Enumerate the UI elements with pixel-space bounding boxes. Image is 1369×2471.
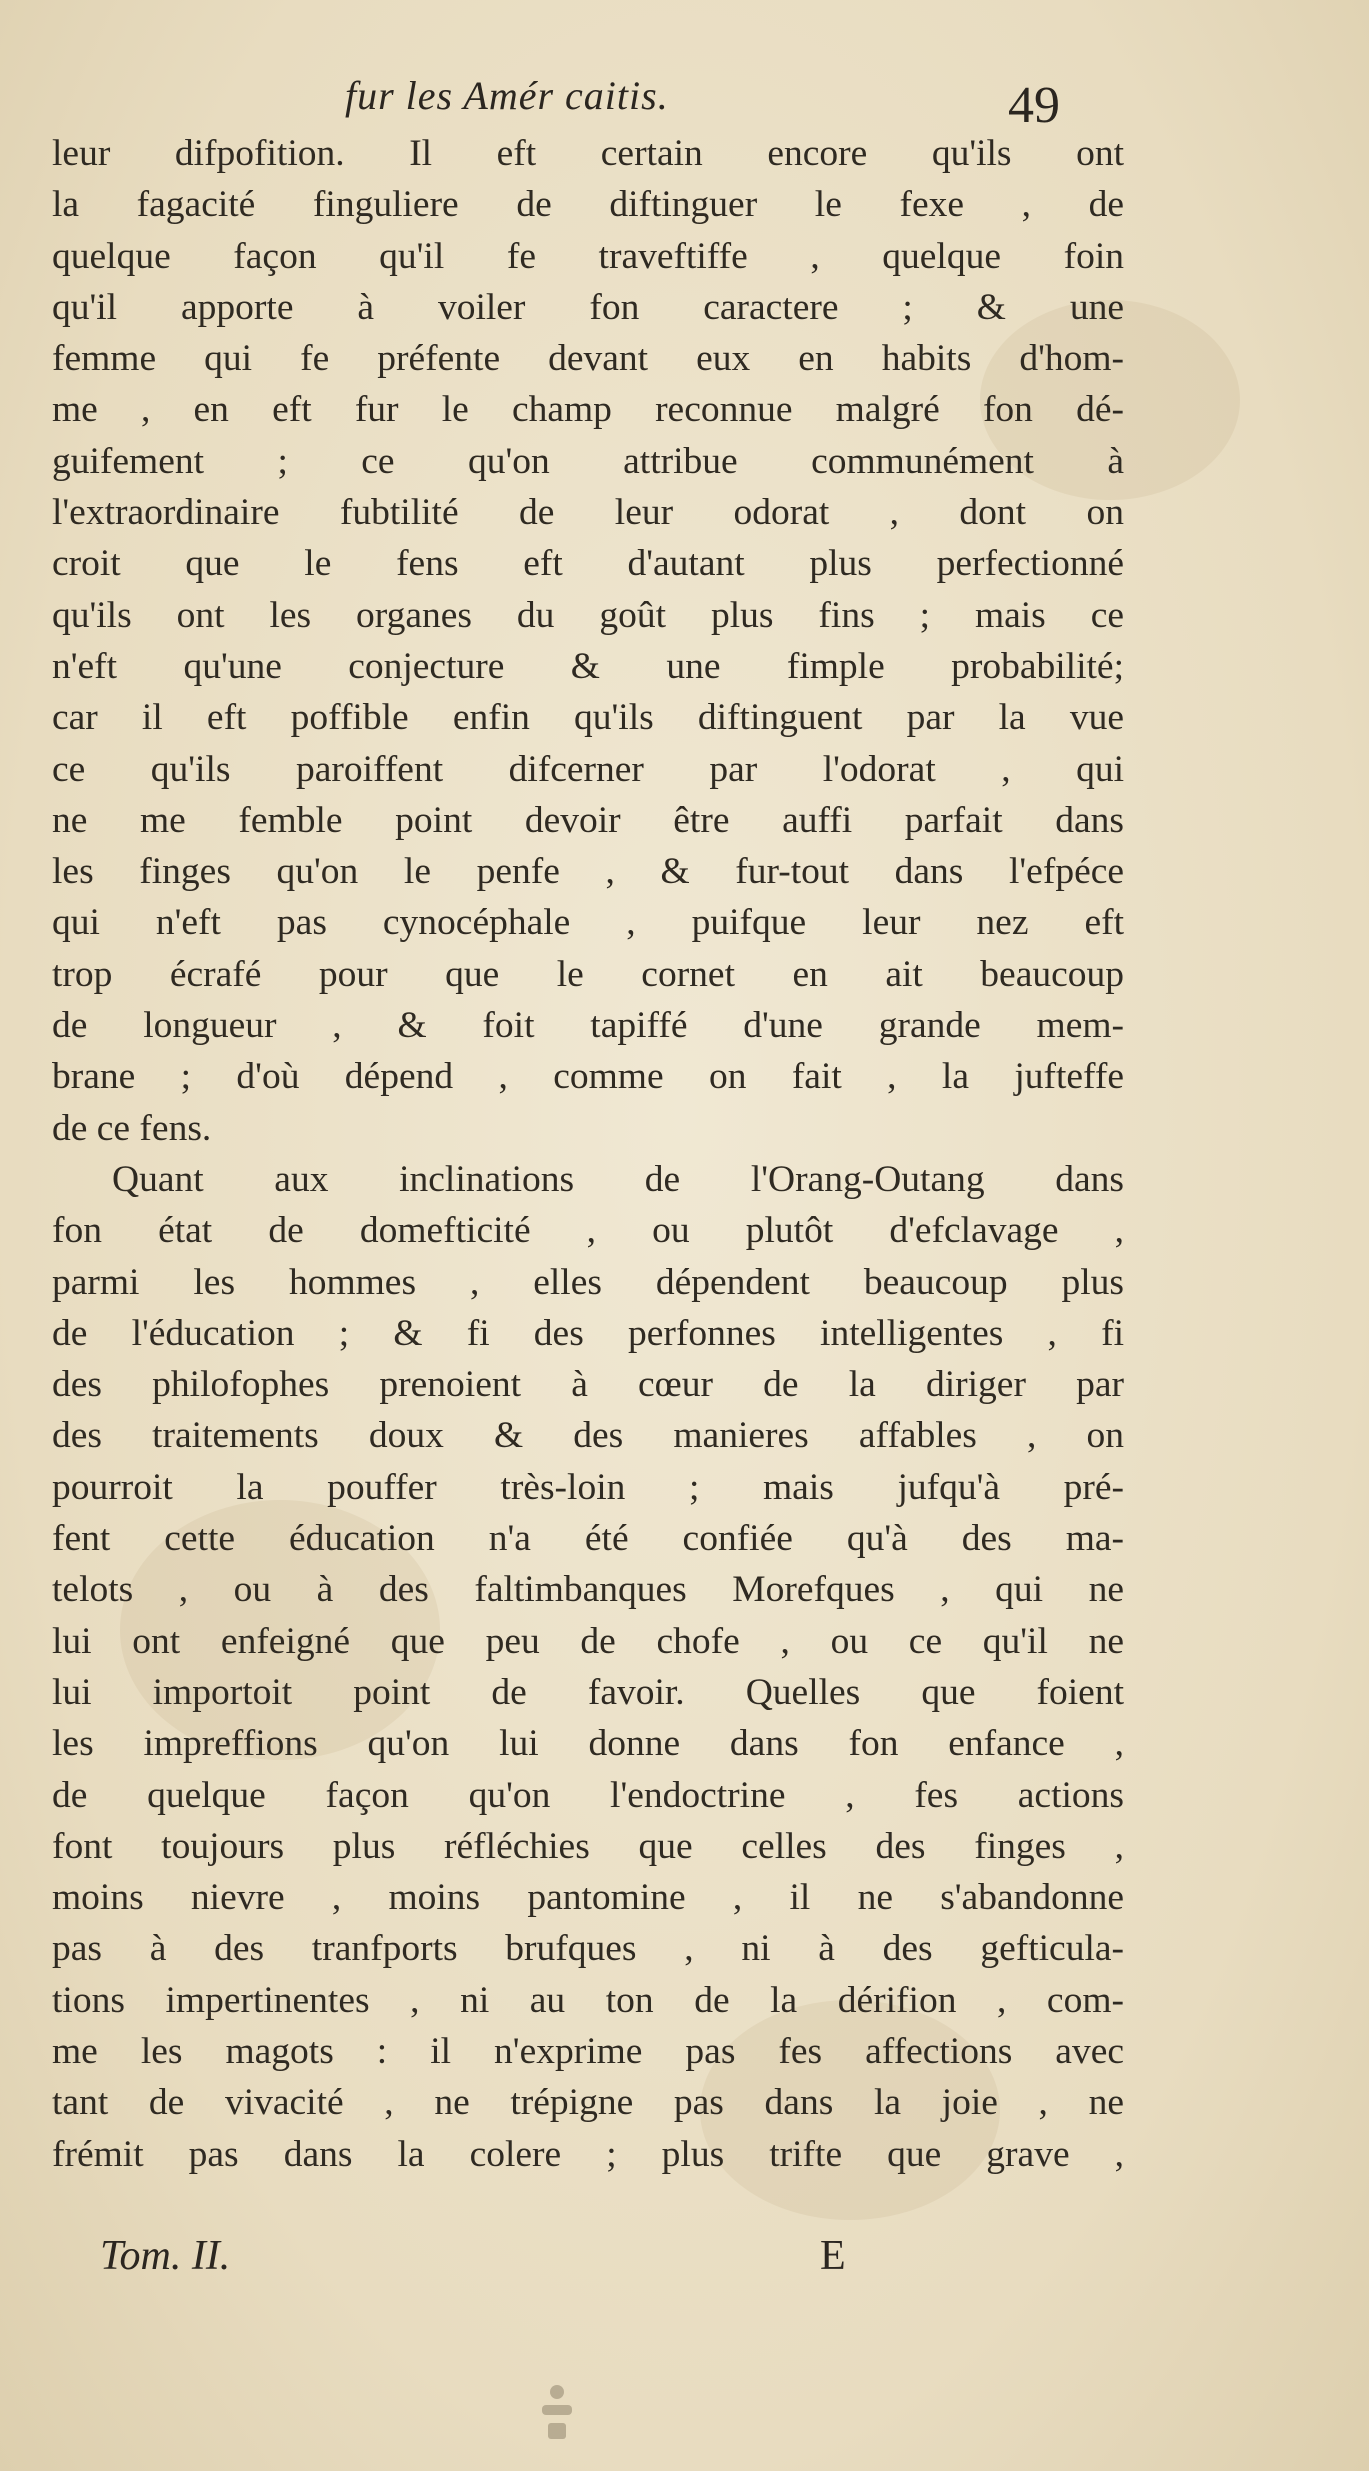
text-line: de l'éducation ; & fi des perfonnes intelligentes , fi [52, 1312, 1124, 1354]
text-line: ne me femble point devoir être auffi parfait dans [52, 799, 1124, 841]
page-footer [0, 2232, 1369, 2292]
text-line: la fagacité finguliere de diftinguer le fexe , de [52, 184, 1124, 226]
printer-ornament-icon [538, 2385, 578, 2445]
text-line: l'extraordinaire fubtilité de leur odorat , dont on [52, 492, 1124, 534]
text-line: fent cette éducation n'a été confiée qu'à des ma- [52, 1518, 1124, 1560]
text-line: frémit pas dans la colere ; plus trifte que grave , [52, 2133, 1124, 2175]
text-line: fon état de domefticité , ou plutôt d'efclavage , [52, 1210, 1124, 1252]
text-line: de quelque façon qu'on l'endoctrine , fes actions [52, 1774, 1124, 1816]
text-line: me , en eft fur le champ reconnue malgré fon dé- [52, 389, 1124, 431]
text-line: car il eft poffible enfin qu'ils diftinguent par la vue [52, 697, 1124, 739]
running-title: fur les Amér caitis. [345, 73, 669, 118]
text-line: qui n'eft pas cynocéphale , puifque leur nez eft [52, 902, 1124, 944]
text-line: qu'ils ont les organes du goût plus fins ; mais ce [52, 594, 1124, 636]
text-line: des philofophes prenoient à cœur de la diriger par [52, 1364, 1124, 1406]
text-line: tions impertinentes , ni au ton de la dérifion , com- [52, 1979, 1124, 2021]
text-line: telots , ou à des faltimbanques Morefques , qui ne [52, 1569, 1124, 1611]
volume-mark: Tom. II. [100, 2233, 231, 2279]
text-line: guifement ; ce qu'on attribue communément à [52, 440, 1124, 482]
text-line: trop écrafé pour que le cornet en ait beaucoup [52, 953, 1124, 995]
page-number: 49 [1008, 77, 1060, 134]
text-line: qu'il apporte à voiler fon caractere ; & une [52, 286, 1124, 328]
text-line: lui ont enfeigné que peu de chofe , ou ce qu'il ne [52, 1620, 1124, 1662]
text-line: de longueur , & foit tapiffé d'une grande mem- [52, 1005, 1124, 1047]
signature-mark: E [820, 2233, 846, 2279]
text-line: femme qui fe préfente devant eux en habits d'hom- [52, 338, 1124, 380]
text-line: des traitements doux & des manieres affables , on [52, 1415, 1124, 1457]
text-line: moins nievre , moins pantomine , il ne s'abandonne [52, 1877, 1124, 1919]
running-head [0, 72, 1369, 132]
text-line: ce qu'ils paroiffent difcerner par l'odorat , qui [52, 748, 1124, 790]
text-line: tant de vivacité , ne trépigne pas dans la joie , ne [52, 2082, 1124, 2124]
text-line: leur difpofition. Il eft certain encore qu'ils ont [52, 133, 1124, 174]
paragraph-start: Quant aux inclinations de l'Orang-Outang dans [112, 1158, 1124, 1200]
text-line: brane ; d'où dépend , comme on fait , la jufteffe [52, 1056, 1124, 1098]
text-line: pourroit la pouffer très-loin ; mais jufqu'à pré- [52, 1466, 1124, 1508]
text-line: de ce fens. [52, 1107, 212, 1149]
text-line: n'eft qu'une conjecture & une fimple probabilité; [52, 645, 1124, 687]
text-line: lui importoit point de favoir. Quelles que foient [52, 1671, 1124, 1713]
text-line: les finges qu'on le penfe , & fur-tout dans l'efpéce [52, 851, 1124, 893]
text-line: pas à des tranfports brufques , ni à des gefticula- [52, 1928, 1124, 1970]
text-line: parmi les hommes , elles dépendent beaucoup plus [52, 1261, 1124, 1303]
text-line: font toujours plus réfléchies que celles des finges , [52, 1825, 1124, 1867]
text-line: les impreffions qu'on lui donne dans fon enfance , [52, 1723, 1124, 1765]
text-line: me les magots : il n'exprime pas fes affections avec [52, 2030, 1124, 2072]
text-line: croit que le fens eft d'autant plus perfectionné [52, 543, 1124, 585]
text-line: quelque façon qu'il fe traveftiffe , quelque foin [52, 235, 1124, 277]
body-text [52, 128, 1124, 2180]
